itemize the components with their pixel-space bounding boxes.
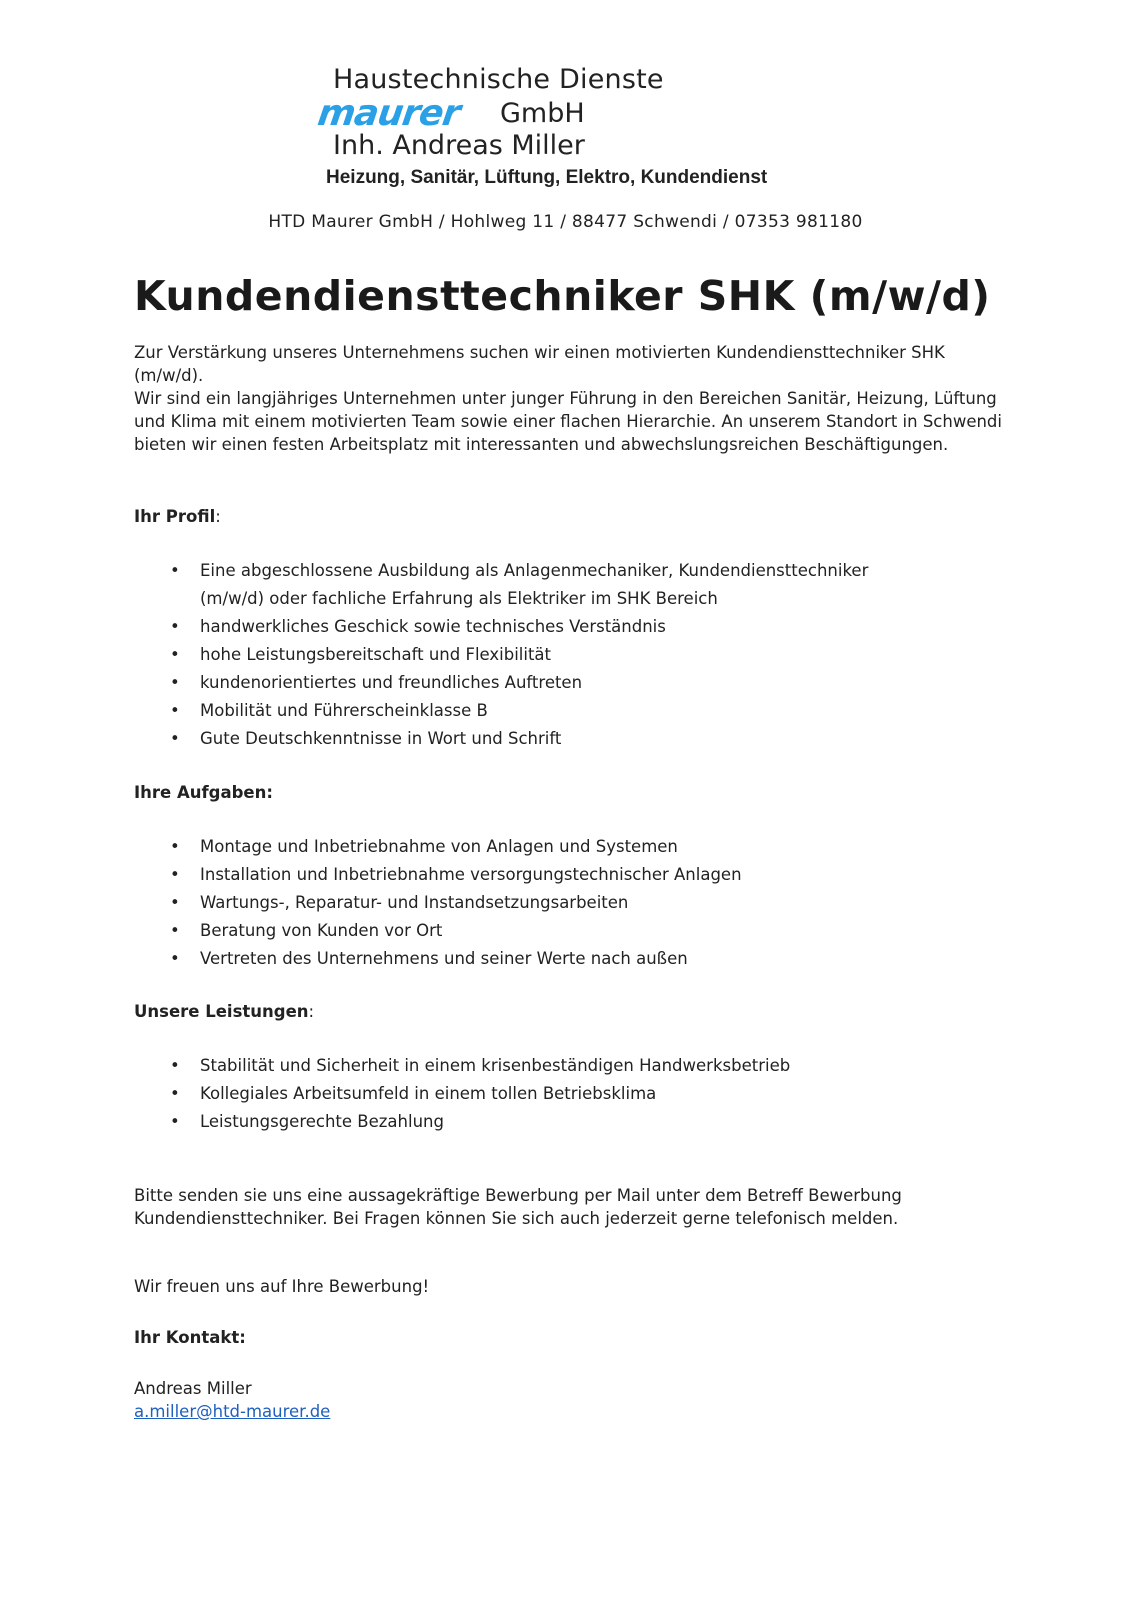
bullet-icon: • <box>170 1112 180 1131</box>
list-item <box>134 917 1014 945</box>
list-item <box>134 725 1014 753</box>
intro-text <box>134 341 1014 456</box>
logo-owner: Inh. Andreas Miller <box>333 130 585 161</box>
list-item-text: Beratung von Kunden vor Ort <box>200 921 443 940</box>
tasks-heading: Ihre Aufgaben: <box>134 783 273 802</box>
list-item <box>134 697 1014 725</box>
bullet-icon: • <box>170 1084 180 1103</box>
list-item-text: handwerkliches Geschick sowie technisches Verständnis <box>200 617 666 636</box>
benefits-heading <box>134 1001 314 1023</box>
closing-line <box>134 1275 1014 1298</box>
list-item <box>134 641 1014 669</box>
bullet-icon: • <box>170 865 180 884</box>
contact-email-link[interactable]: a.miller@htd-maurer.de <box>134 1402 331 1421</box>
list-item-text: hohe Leistungsbereitschaft und Flexibilität <box>200 645 552 664</box>
list-item-text: kundenorientiertes und freundliches Auftreten <box>200 673 583 692</box>
list-item <box>134 557 1014 613</box>
logo-brand-wordmark: maurer <box>315 93 463 134</box>
contact-heading: Ihr Kontakt: <box>134 1328 246 1347</box>
list-item <box>134 889 1014 917</box>
list-item <box>134 613 1014 641</box>
list-item-text: Wartungs-, Reparatur- und Instandsetzungsarbeiten <box>200 893 629 912</box>
bullet-icon: • <box>170 645 180 664</box>
logo-services: Heizung, Sanitär, Lüftung, Elektro, Kundendienst <box>326 167 768 188</box>
company-address: HTD Maurer GmbH / Hohlweg 11 / 88477 Schwendi / 07353 981180 <box>268 212 863 232</box>
profile-list <box>134 557 1014 753</box>
list-item <box>134 833 1014 861</box>
list-item-text: Kollegiales Arbeitsumfeld in einem tollen Betriebsklima <box>200 1084 657 1103</box>
logo-legal-form: GmbH <box>500 98 585 129</box>
application-instructions <box>134 1184 1014 1230</box>
list-item-text: Montage und Inbetriebnahme von Anlagen und Systemen <box>200 837 678 856</box>
tasks-list <box>134 833 1014 973</box>
list-item <box>134 1080 1014 1108</box>
profile-heading <box>134 506 221 528</box>
list-item-text: Vertreten des Unternehmens und seiner Werte nach außen <box>200 949 688 968</box>
logo-company-type: Haustechnische Dienste <box>333 64 664 95</box>
list-item-text: Installation und Inbetriebnahme versorgungstechnischer Anlagen <box>200 865 742 884</box>
bullet-icon: • <box>170 561 180 580</box>
bullet-icon: • <box>170 673 180 692</box>
contact-name: Andreas Miller <box>134 1379 252 1398</box>
list-item-text: Gute Deutschkenntnisse in Wort und Schrift <box>200 729 562 748</box>
list-item-text: Stabilität und Sicherheit in einem krisenbeständigen Handwerksbetrieb <box>200 1056 791 1075</box>
benefits-list <box>134 1052 1014 1136</box>
profile-heading-text: Ihr Profil <box>134 507 216 526</box>
intro-paragraph-1: Zur Verstärkung unseres Unternehmens suchen wir einen motivierten Kundendiensttechniker SHK (m/w/d). <box>134 343 945 385</box>
bullet-icon: • <box>170 1056 180 1075</box>
intro-paragraph-2: Wir sind ein langjähriges Unternehmen unter junger Führung in den Bereichen Sanitär, Heizung, Lüftung und Klima mit einem motivierten Team sowie einer flachen Hierarchie. An unserem Standort in Schwendi bieten wir einen festen Arbeitsplatz mit interessanten und abwechslungsreichen Beschäftigungen. <box>134 389 1002 454</box>
bullet-icon: • <box>170 949 180 968</box>
application-text: Bitte senden sie uns eine aussagekräftige Bewerbung per Mail unter dem Betreff Bewerbung Kundendiensttechniker. Bei Fragen können Sie sich auch jederzeit gerne telefonisch melden. <box>134 1186 902 1228</box>
benefits-heading-colon: : <box>308 1002 315 1021</box>
contact-block <box>134 1377 1014 1423</box>
closing-text: Wir freuen uns auf Ihre Bewerbung! <box>134 1277 430 1296</box>
bullet-icon: • <box>170 893 180 912</box>
list-item-text: Mobilität und Führerscheinklasse B <box>200 701 488 720</box>
list-item <box>134 669 1014 697</box>
list-item <box>134 861 1014 889</box>
bullet-icon: • <box>170 729 180 748</box>
list-item-text: Eine abgeschlossene Ausbildung als Anlagenmechaniker, Kundendiensttechniker (m/w/d) oder fachliche Erfahrung als Elektriker im SHK Bereich <box>200 561 869 608</box>
bullet-icon: • <box>170 921 180 940</box>
profile-heading-colon: : <box>215 507 221 526</box>
bullet-icon: • <box>170 617 180 636</box>
list-item <box>134 945 1014 973</box>
page-title: Kundendiensttechniker SHK (m/w/d) <box>134 272 991 320</box>
bullet-icon: • <box>170 701 180 720</box>
list-item-text: Leistungsgerechte Bezahlung <box>200 1112 444 1131</box>
list-item <box>134 1052 1014 1080</box>
bullet-icon: • <box>170 837 180 856</box>
list-item <box>134 1108 1014 1136</box>
benefits-heading-text: Unsere Leistungen <box>134 1002 309 1021</box>
